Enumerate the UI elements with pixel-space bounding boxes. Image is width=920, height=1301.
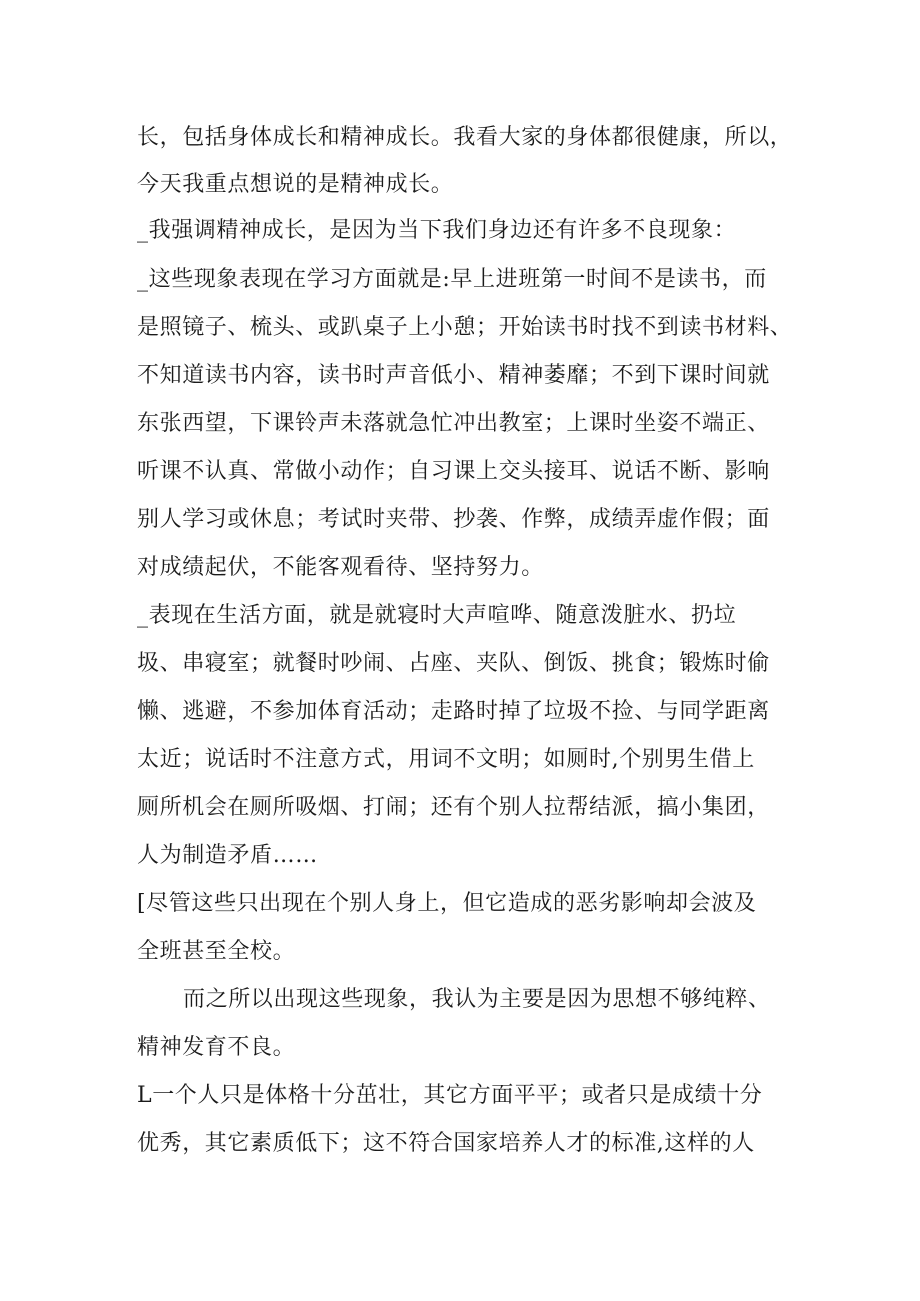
text-line: [尽管这些只出现在个别人身上，但它造成的恶劣影响却会波及: [137, 891, 757, 916]
text-line: 人为制造矛盾……: [137, 843, 318, 868]
text-line: 长，包括身体成长和精神成长。我看大家的身体都很健康，所以，: [137, 125, 793, 150]
text-line: 对成绩起伏，不能客观看待、坚持努力。: [137, 555, 544, 580]
text-line: 别人学习或休息；考试时夹带、抄袭、作弊，成绩弄虚作假；面: [137, 507, 770, 532]
text-line: 优秀，其它素质低下；这不符合国家培养人才的标准,这样的人: [137, 1131, 755, 1156]
text-line: L一个人只是体格十分茁壮，其它方面平平；或者只是成绩十分: [137, 1083, 763, 1108]
text-line: 是照镜子、梳头、或趴桌子上小憩；开始读书时找不到读书材料、: [137, 315, 793, 340]
text-line: _我强调精神成长，是因为当下我们身边还有许多不良现象：: [137, 218, 737, 243]
text-line: 全班甚至全校。: [137, 939, 296, 964]
text-line: 听课不认真、常做小动作；自习课上交头接耳、说话不断、影响: [137, 459, 770, 484]
text-line: _表现在生活方面，就是就寝时大声喧哗、随意泼脏水、扔垃: [137, 603, 737, 628]
text-line-indented: 而之所以出现这些现象，我认为主要是因为思想不够纯粹、: [183, 987, 771, 1012]
text-line: 太近；说话时不注意方式，用词不文明；如厕时,个别男生借上: [137, 747, 755, 772]
text-line: 圾、串寝室；就餐时吵闹、占座、夹队、倒饭、挑食；锻炼时偷: [137, 651, 770, 676]
text-line: 精神发育不良。: [137, 1035, 296, 1060]
text-line: 不知道读书内容，读书时声音低小、精神萎靡；不到下课时间就: [137, 363, 770, 388]
text-line: 厕所机会在厕所吸烟、打闹；还有个别人拉帮结派，搞小集团，: [137, 795, 770, 820]
text-line: 今天我重点想说的是精神成长。: [137, 172, 454, 197]
text-line: _这些现象表现在学习方面就是:早上进班第一时间不是读书，而: [137, 267, 767, 292]
text-line: 东张西望，下课铃声未落就急忙冲出教室；上课时坐姿不端正、: [137, 411, 770, 436]
text-line: 懒、逃避，不参加体育活动；走路时掉了垃圾不捡、与同学距离: [137, 699, 770, 724]
